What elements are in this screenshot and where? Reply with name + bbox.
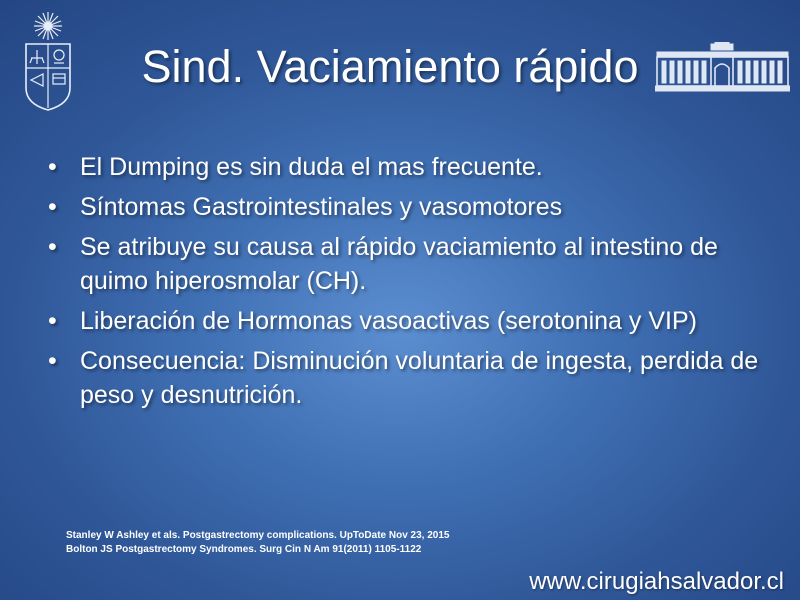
bullet-dot-icon: •	[48, 193, 57, 221]
bullet-dot-icon: •	[48, 307, 57, 335]
bullet-item	[44, 344, 764, 412]
bullet-dot-icon: •	[48, 347, 57, 375]
bullet-item	[44, 150, 764, 184]
reference-line: Bolton JS Postgastrectomy Syndromes. Surg Cin N Am 91(2011) 1105-1122	[66, 544, 422, 555]
bullet-text: El Dumping es sin duda el mas frecuente.	[80, 153, 543, 181]
bullet-text: Síntomas Gastrointestinales y vasomotores	[80, 193, 563, 221]
website-url: www.cirugiahsalvador.cl	[529, 568, 784, 595]
bullet-text: Se atribuye su causa al rápido vaciamiento al intestino de quimo hiperosmolar (CH).	[80, 233, 718, 295]
bullet-text: Consecuencia: Disminución voluntaria de ingesta, perdida de peso y desnutrición.	[80, 347, 759, 409]
bullet-list	[44, 150, 764, 418]
references	[66, 529, 449, 557]
bullet-text: Liberación de Hormonas vasoactivas (serotonina y VIP)	[80, 307, 697, 335]
university-crest-icon	[16, 8, 80, 112]
bullet-item	[44, 190, 764, 224]
bullet-item	[44, 304, 764, 338]
building-icon	[655, 42, 790, 92]
bullet-dot-icon: •	[48, 233, 57, 261]
bullet-dot-icon: •	[48, 153, 57, 181]
bullet-item	[44, 230, 764, 298]
slide-title: Sind. Vaciamiento rápido	[141, 41, 639, 92]
reference-line: Stanley W Ashley et als. Postgastrectomy complications. UpToDate Nov 23, 2015	[66, 530, 450, 541]
